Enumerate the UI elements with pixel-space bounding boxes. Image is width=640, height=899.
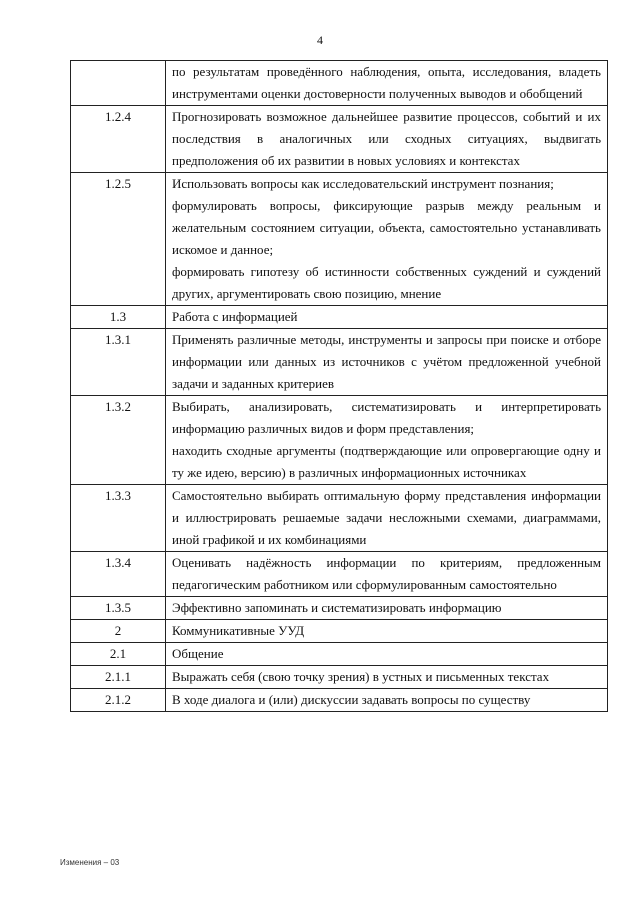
item-description-cell xyxy=(166,173,608,306)
item-number-cell: 1.3.2 xyxy=(71,396,166,485)
description-paragraph: находить сходные аргументы (подтверждающие или опровергающие одну и ту же идею, версию) в различных информационных источниках xyxy=(172,443,601,480)
table-row xyxy=(71,306,608,329)
item-number-cell: 2.1 xyxy=(71,643,166,666)
description-paragraph: Эффективно запоминать и систематизировать информацию xyxy=(172,600,502,615)
description-paragraph: Использовать вопросы как исследовательский инструмент познания; xyxy=(172,176,554,191)
item-description-cell xyxy=(166,396,608,485)
item-number-cell: 1.3.3 xyxy=(71,485,166,552)
table-row xyxy=(71,597,608,620)
description-paragraph: Прогнозировать возможное дальнейшее развитие процессов, событий и их последствия в аналогичных или сходных ситуациях, выдвигать предположения об их развитии в новых условиях и контекстах xyxy=(172,109,601,168)
item-number-cell: 1.3.5 xyxy=(71,597,166,620)
table-row xyxy=(71,485,608,552)
item-number-cell: 2.1.2 xyxy=(71,689,166,712)
item-number-cell: 1.2.4 xyxy=(71,106,166,173)
description-paragraph: Выбирать, анализировать, систематизировать и интерпретировать информацию различных видов и форм представления; xyxy=(172,399,601,436)
item-description-cell xyxy=(166,106,608,173)
page-number: 4 xyxy=(317,33,323,47)
description-paragraph: по результатам проведённого наблюдения, опыта, исследования, владеть инструментами оценки достоверности полученных выводов и обобщений xyxy=(172,64,601,101)
table-row xyxy=(71,643,608,666)
description-paragraph: Общение xyxy=(172,646,224,661)
description-paragraph: В ходе диалога и (или) дискуссии задавать вопросы по существу xyxy=(172,692,531,707)
description-paragraph: Самостоятельно выбирать оптимальную форму представления информации и иллюстрировать решаемые задачи несложными схемами, диаграммами, иной графикой и их комбинациями xyxy=(172,488,601,547)
table-row xyxy=(71,620,608,643)
item-description-cell xyxy=(166,485,608,552)
description-paragraph: формировать гипотезу об истинности собственных суждений и суждений других, аргументировать свою позицию, мнение xyxy=(172,264,601,301)
description-paragraph: Применять различные методы, инструменты и запросы при поиске и отборе информации или данных из источников с учётом предложенной учебной задачи и заданных критериев xyxy=(172,332,601,391)
table-row xyxy=(71,61,608,106)
item-description-cell xyxy=(166,329,608,396)
item-description-cell xyxy=(166,597,608,620)
footer-revision-note: Изменения – 03 xyxy=(60,858,120,867)
item-number-cell xyxy=(71,61,166,106)
table-row xyxy=(71,173,608,306)
item-description-cell xyxy=(166,689,608,712)
item-description-cell xyxy=(166,61,608,106)
table-row xyxy=(71,396,608,485)
item-number-cell: 1.3.4 xyxy=(71,552,166,597)
item-number-cell: 2 xyxy=(71,620,166,643)
table-row xyxy=(71,106,608,173)
description-paragraph: формулировать вопросы, фиксирующие разрыв между реальным и желательным состоянием ситуации, объекта, самостоятельно устанавливать искомое и данное; xyxy=(172,198,601,257)
table-row xyxy=(71,689,608,712)
item-number-cell: 1.3.1 xyxy=(71,329,166,396)
item-description-cell xyxy=(166,666,608,689)
table-row xyxy=(71,552,608,597)
competency-table xyxy=(70,60,608,712)
table-row xyxy=(71,666,608,689)
item-description-cell xyxy=(166,306,608,329)
item-number-cell: 2.1.1 xyxy=(71,666,166,689)
description-paragraph: Выражать себя (свою точку зрения) в устных и письменных текстах xyxy=(172,669,550,684)
item-description-cell xyxy=(166,643,608,666)
table-row xyxy=(71,329,608,396)
item-description-cell xyxy=(166,620,608,643)
table-body xyxy=(71,61,608,712)
description-paragraph: Оценивать надёжность информации по критериям, предложенным педагогическим работником или сформулированным самостоятельно xyxy=(172,555,601,592)
item-description-cell xyxy=(166,552,608,597)
description-paragraph: Работа с информацией xyxy=(172,309,298,324)
item-number-cell: 1.2.5 xyxy=(71,173,166,306)
item-number-cell: 1.3 xyxy=(71,306,166,329)
description-paragraph: Коммуникативные УУД xyxy=(172,623,305,638)
